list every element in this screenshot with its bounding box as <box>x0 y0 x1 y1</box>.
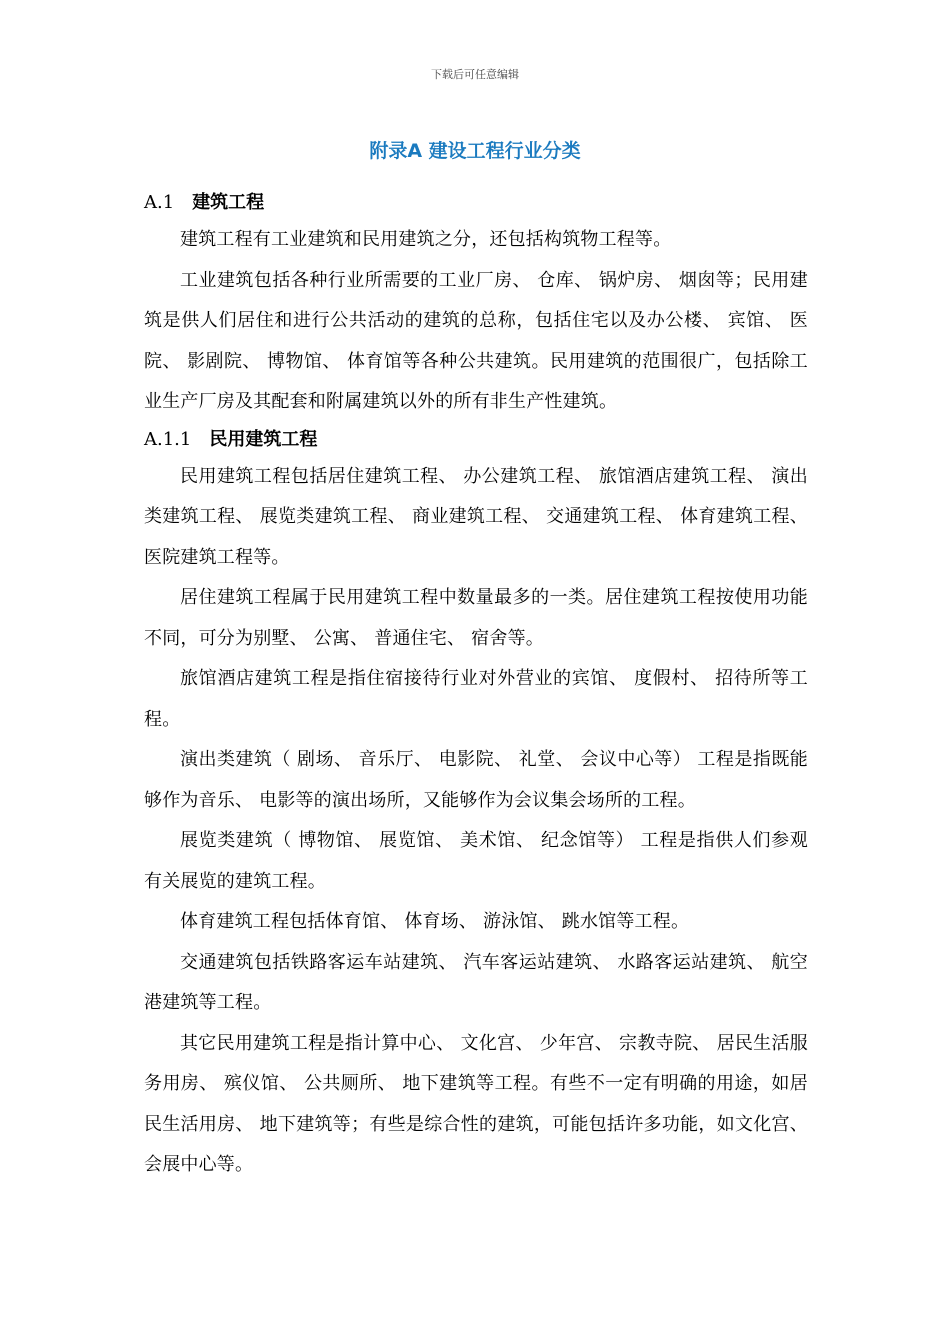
section-title: 民用建筑工程 <box>209 428 318 450</box>
paragraph: 旅馆酒店建筑工程是指住宿接待行业对外营业的宾馆、 度假村、 招待所等工程。 <box>144 668 808 730</box>
section-number: A.1 <box>144 192 175 213</box>
section-title: 建筑工程 <box>192 192 265 213</box>
paragraph: 其它民用建筑工程是指计算中心、 文化宫、 少年宫、 宗教寺院、 居民生活服务用房、 殡仪馆、 公共厕所、 地下建筑等工程。有些不一定有明确的用途，如居民生活用房、 地下建筑等；有些是综合性的建筑，可能包括许多功能，如文化宫、 会展中心等。 <box>144 1032 808 1175</box>
section-number: A.1.1 <box>144 428 192 450</box>
paragraph: 建筑工程有工业建筑和民用建筑之分，还包括构筑物工程等。 <box>180 229 672 250</box>
page-title: 附录A 建设工程行业分类 <box>369 140 581 162</box>
paragraph: 工业建筑包括各种行业所需要的工业厂房、 仓库、 锅炉房、 烟囱等；民用建筑是供人们居住和进行公共活动的建筑的总称，包括住宅以及办公楼、 宾馆、 医院、 影剧院、 博物馆、 体育馆等各种公共建筑。民用建筑的范围很广，包括除工业生产厂房及其配套和附属建筑以外的所有非生产性建筑。 <box>144 269 808 412</box>
paragraph: 民用建筑工程包括居住建筑工程、 办公建筑工程、 旅馆酒店建筑工程、 演出类建筑工程、 展览类建筑工程、 商业建筑工程、 交通建筑工程、 体育建筑工程、 医院建筑工程等。 <box>144 465 808 568</box>
paragraph: 演出类建筑（ 剧场、 音乐厅、 电影院、 礼堂、 会议中心等） 工程是指既能够作为音乐、 电影等的演出场所，又能够作为会议集会场所的工程。 <box>144 749 808 811</box>
section-heading-a11 <box>144 423 808 457</box>
paragraph: 交通建筑包括铁路客运车站建筑、 汽车客运站建筑、 水路客运站建筑、 航空港建筑等工程。 <box>144 951 808 1013</box>
section-heading-a1 <box>144 186 808 220</box>
document-body <box>144 186 808 1186</box>
header-note: 下载后可任意编辑 <box>431 68 519 81</box>
paragraph: 居住建筑工程属于民用建筑工程中数量最多的一类。居住建筑工程按使用功能不同，可分为别墅、 公寓、 普通住宅、 宿舍等。 <box>144 587 808 649</box>
paragraph: 体育建筑工程包括体育馆、 体育场、 游泳馆、 跳水馆等工程。 <box>180 911 690 932</box>
paragraph: 展览类建筑（ 博物馆、 展览馆、 美术馆、 纪念馆等） 工程是指供人们参观有关展览的建筑工程。 <box>144 830 808 892</box>
